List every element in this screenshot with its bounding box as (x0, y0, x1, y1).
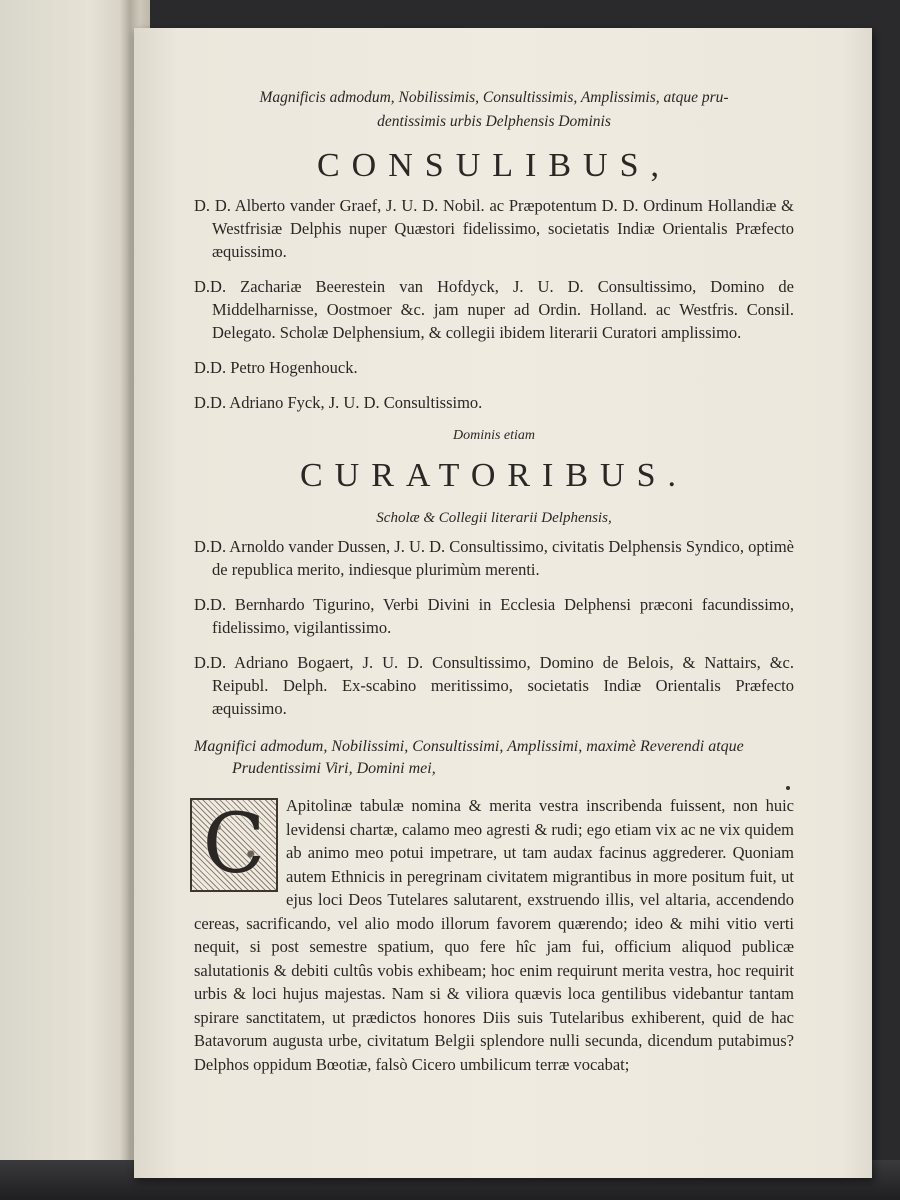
intro-line-2: dentissimis urbis Delphensis Dominis (377, 113, 611, 130)
consul-entry: D.D. Adriano Fyck, J. U. D. Consultissimo. (194, 393, 483, 412)
page-content (194, 86, 794, 1076)
curator-entry: D.D. Arnoldo vander Dussen, J. U. D. Consultissimo, civitatis Delphensis Syndico, optimè de republica merito, indiesque plurimùm merenti. (194, 537, 794, 579)
consul-entry: D. D. Alberto vander Graef, J. U. D. Nobil. ac Præpotentum D. D. Ordinum Hollandiæ & Westfrisiæ Delphis nuper Quæstori fidelissimo, societatis Indiæ Orientalis Præfecto æquissimo. (194, 196, 794, 261)
intro-line-1: Magnificis admodum, Nobilissimis, Consultissimis, Amplissimis, atque pru- (259, 89, 729, 106)
curator-entry: D.D. Bernhardo Tigurino, Verbi Divini in Ecclesia Delphensi præconi facundissimo, fidelissimo, vigilantissimo. (194, 595, 794, 637)
consul-entry: D.D. Petro Hogenhouck. (194, 358, 358, 377)
dedication-body (194, 794, 794, 1076)
right-page (134, 28, 872, 1178)
heading-consulibus: CONSULIBUS, (317, 147, 671, 184)
curator-entry: D.D. Adriano Bogaert, J. U. D. Consultissimo, Domino de Belois, & Nattairs, &c. Reipubl. Delph. Ex-scabino meritissimo, societatis Indiæ Orientalis Præfecto æquissimo. (194, 653, 794, 718)
subheading-dominis-etiam: Dominis etiam (452, 428, 536, 443)
initial-letter: C (202, 797, 266, 892)
consul-entry: D.D. Zachariæ Beerestein van Hofdyck, J. U. D. Consultissimo, Domino de Middelharnisse, Oostmoer &c. jam nuper ad Ordin. Holland. ac Westfris. Consil. Delegato. Scholæ Delphensium, & collegii ibidem literarii Curatori amplissimo. (194, 277, 794, 342)
ink-spot (786, 786, 790, 790)
curator-list (194, 535, 794, 720)
salutation-line-2: Prudentissimi Viri, Domini mei, (232, 760, 436, 777)
decorated-initial (190, 798, 278, 892)
consul-list (194, 194, 794, 414)
dedication-intro (194, 86, 794, 134)
heading-curatoribus: CURATORIBUS. (299, 457, 689, 494)
body-text: Apitolinæ tabulæ nomina & merita vestra inscribenda fuissent, non huic levidensi chartæ, calamo meo agresti & rudi; ego etiam vix ac ne vix quidem ab animo meo potui impetrare, ut tam audax facinus aggrederer. Quoniam autem Ethnicis in peregrinam civitatem migrantibus in more positum fuit, ut ejus loci Deos Tutelares salutarent, exstruendo illis, vel altaria, accendendo cereas, sacrificando, vel alio modo illorum favorem quærendo; ideo & mihi vitio verti nequit, si post semestre spatium, quo fere hîc jam fui, officium aliquod publicæ salutationis & debiti cultûs vobis exhibeam; hoc enim requirunt merita vestra, hoc requirit urbis & loci hujus majestas. Nam si & viliora quævis loca gentilibus videbantur tantam spirare sanctitatem, ut prædictos honores Diis suis Tutelaribus exhiberent, quid de hac Batavorum augusta urbe, civitatum Belgii splendore nulli secunda, dicendum putabimus? Delphos oppidum Bœotiæ, falsò Cicero umbilicum terræ vocabat; (194, 796, 794, 1074)
salutation (194, 736, 794, 780)
salutation-line-1: Magnifici admodum, Nobilissimi, Consultissimi, Amplissimi, maximè Reverendi atque (194, 738, 744, 755)
subheading-scholae: Scholæ & Collegii literarii Delphensis, (376, 510, 612, 526)
